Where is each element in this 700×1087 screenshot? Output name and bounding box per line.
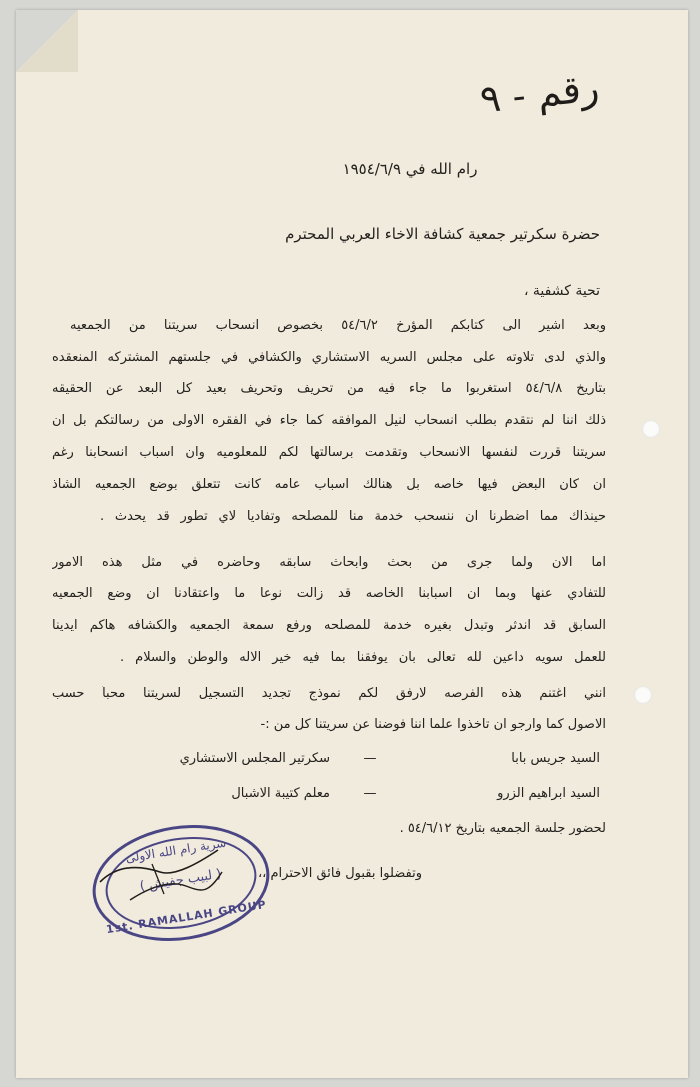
place-date: رام الله في ١٩٥٤/٦/٩	[342, 160, 478, 178]
paragraph-3-line: الاصول كما وارجو ان تاخذوا علما اننا فوضنا عن سريتنا كل من :-	[260, 717, 606, 732]
delegate-role: سكرتير المجلس الاستشاري	[179, 751, 330, 766]
delegate-role: معلم كتيبة الاشبال	[231, 786, 330, 801]
paragraph-2-line: للتفادي عنها وبما ان اسبابنا الخاصه قد زالت نوعا ما واعتقادنا ان وضع الجمعيه	[52, 586, 606, 601]
delegate-name: السيد جريس بابا	[511, 751, 600, 766]
paragraph-1-line: حينذاك مما اضطرنا ان ننسحب خدمة منا للمصلحه وتفاديا لاي تطور قد يحدث .	[100, 509, 606, 524]
stamp-english-text: 1st. RAMALLAH GROUP	[105, 897, 268, 937]
paragraph-1-line: ان كان البعض فيها خاصه بل هنالك اسباب عامه كانت تتعلق بوضع الجمعيه الشاذ	[52, 477, 606, 492]
paragraph-1-line: ذلك اننا لم نتقدم بطلب انسحاب لنيل الموافقه كما جاء في الفقره الاولى من رسالتكم بل ان	[52, 413, 606, 428]
handwritten-signature	[90, 842, 230, 912]
folded-corner	[16, 10, 78, 72]
paragraph-2-line: للعمل سويه داعين لله تعالى بان يوفقنا بما فيه خير الاله والوطن والسلام .	[120, 650, 606, 665]
paragraph-1-line: بتاريخ ٥٤/٦/٨ استغربوا ما جاء فيه من تحريف وتحريف بعيد كل البعد عن الحقيقه	[52, 381, 606, 396]
addressee: حضرة سكرتير جمعية كشافة الاخاء العربي المحترم	[285, 225, 600, 243]
paragraph-1-line: وبعد اشير الى كتابكم المؤرخ ٥٤/٦/٢ بخصوص انسحاب سريتنا من الجمعيه	[70, 318, 606, 333]
delegate-dash: —	[363, 751, 377, 766]
stamp-arabic-text: سرية رام الله الاولى	[124, 835, 228, 866]
delegate-name: السيد ابراهيم الزرو	[497, 786, 600, 801]
closing-line: وتفضلوا بقبول فائق الاحترام ،،	[257, 866, 423, 881]
punch-hole-lower	[634, 686, 652, 704]
paragraph-2-line: اما الان ولما جرى من بحث وابحاث سابقه وحاضره في مثل هذه الامور	[52, 555, 606, 570]
handwritten-reference-number: رقم - ٩	[477, 65, 602, 122]
paragraph-1-line: والذي لدى تلاوته على مجلس السريه الاستشاري والكشافي في جلستهم المشتركه المنعقده	[52, 350, 606, 365]
paragraph-2-line: السابق قد اندثر وتبدل بغيره خدمة للمصلحه ورفع سمعة الجمعيه والكشافه هاكم ايدينا	[52, 618, 606, 633]
paragraph-1-line: سريتنا قررت لنفسها الانسحاب وتقدمت برسالتها لكم للمعلوميه وان اسباب انسحابنا رغم	[52, 445, 606, 460]
meeting-line: لحضور جلسة الجمعيه بتاريخ ٥٤/٦/١٢ .	[399, 821, 606, 836]
stamp-signature-name: ( لبيب جفيش )	[138, 866, 223, 895]
greeting: تحية كشفية ،	[523, 283, 600, 299]
punch-hole-upper	[642, 420, 660, 438]
paragraph-3-line: انني اغتنم هذه الفرصه لارفق لكم نموذج تجديد التسجيل لسريتنا محباً حسب	[52, 686, 606, 701]
delegate-dash: —	[363, 786, 377, 801]
